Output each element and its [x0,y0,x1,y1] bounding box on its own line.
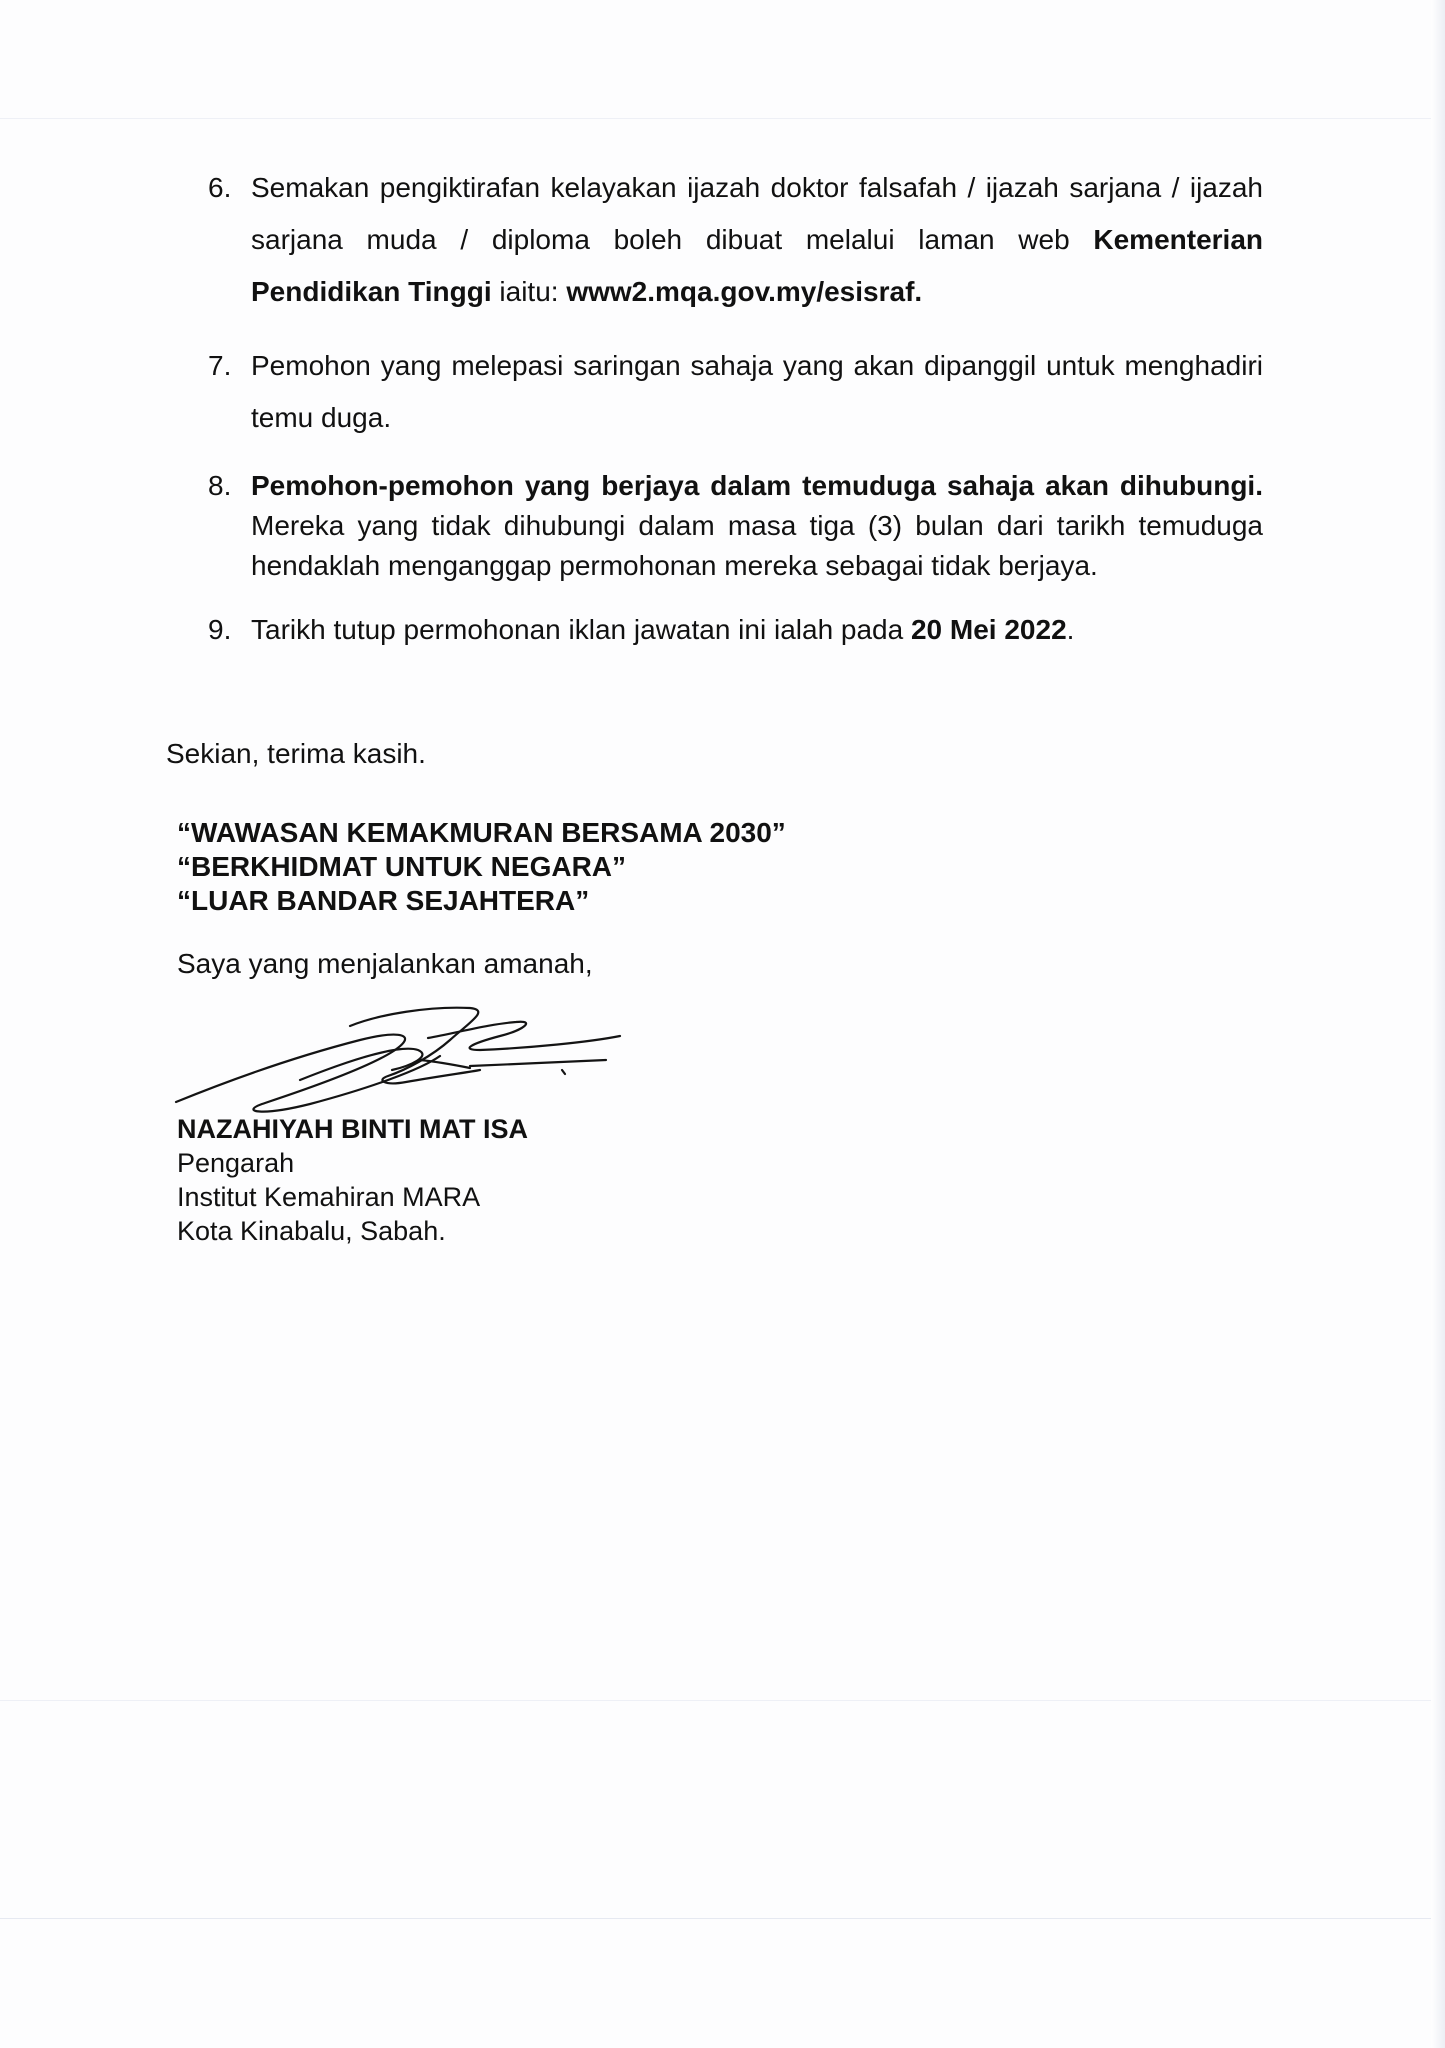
list-item-text: iaitu: [491,276,567,307]
list-item-emphasis: Pemohon-pemohon yang berjaya dalam temuduga sahaja akan dihubungi. [251,470,1263,501]
list-item-number: 6. [208,172,232,203]
list-item-text: Mereka yang tidak dihubungi dalam masa tiga (3) bulan dari tarikh temuduga hendaklah menganggap permohonan mereka sebagai tidak berjaya. [251,510,1263,581]
list-item-text: . [1066,614,1075,645]
signer-name: NAZAHIYAH BINTI MAT ISA [177,1114,528,1144]
slogans-block [177,816,786,918]
closing-remark: Sekian, terima kasih. [166,738,426,769]
website-url: www2.mqa.gov.my/esisraf. [566,276,923,307]
trust-statement: Saya yang menjalankan amanah, [177,948,593,979]
closing-date: 20 Mei 2022 [910,614,1067,645]
slogan-line: “LUAR BANDAR SEJAHTERA” [177,885,590,916]
signer-block [177,1112,528,1248]
signer-institution: Institut Kemahiran MARA [177,1182,481,1212]
list-item [208,340,1263,444]
scan-artifact-line [0,1918,1445,1919]
list-item [208,610,1263,650]
handwritten-signature [170,1000,640,1130]
list-item-number: 7. [208,350,232,381]
numbered-list [208,162,1263,650]
scan-artifact-line [0,1700,1445,1701]
page-edge-shadow [1431,0,1445,2048]
list-item [208,466,1263,586]
list-item-text: Tarikh tutup permohonan iklan jawatan ini ialah pada [251,614,911,645]
list-item-number: 9. [208,614,232,645]
list-item-number: 8. [208,470,232,501]
signer-title: Pengarah [177,1148,295,1178]
ministry-name: Kementerian Pendidikan Tinggi [251,224,1263,307]
signer-location: Kota Kinabalu, Sabah. [177,1216,446,1246]
slogan-line: “WAWASAN KEMAKMURAN BERSAMA 2030” [177,817,786,848]
scan-artifact-line [0,118,1445,119]
list-item-text: Semakan pengiktirafan kelayakan ijazah doktor falsafah / ijazah sarjana / ijazah sarjana muda / diploma boleh dibuat melalui laman web [251,172,1263,255]
slogan-line: “BERKHIDMAT UNTUK NEGARA” [177,851,627,882]
list-item [208,162,1263,318]
list-item-text: Pemohon yang melepasi saringan sahaja yang akan dipanggil untuk menghadiri temu duga. [251,350,1263,433]
